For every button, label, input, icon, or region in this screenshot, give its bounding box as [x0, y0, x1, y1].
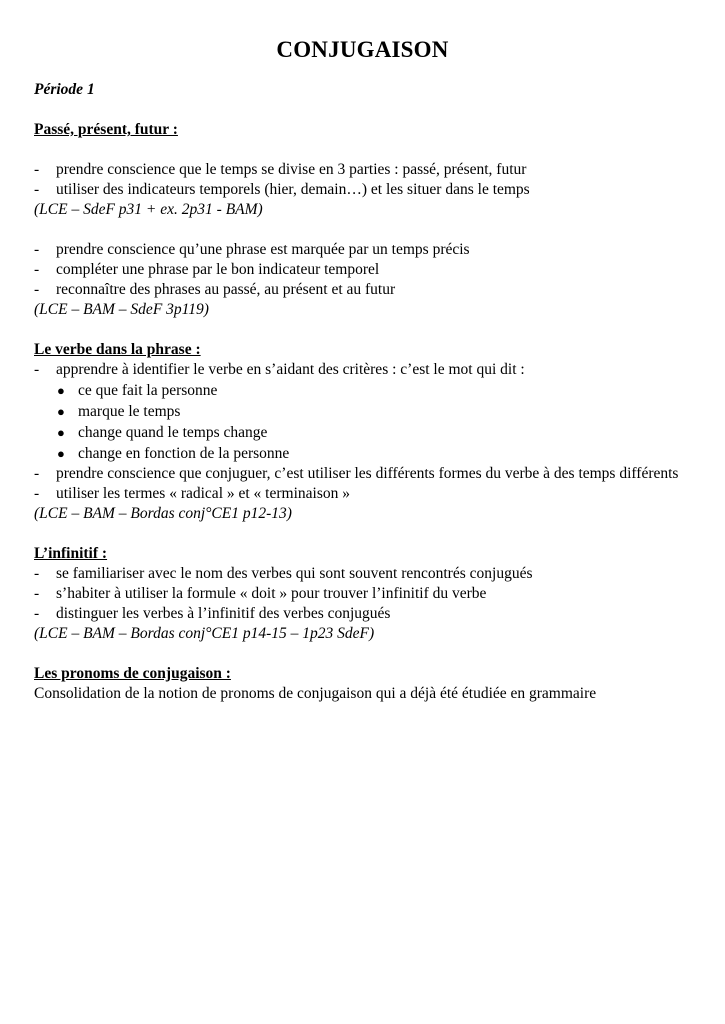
period-label: Période 1	[34, 81, 95, 98]
section-heading-infinitif: L’infinitif :	[34, 545, 108, 562]
bullet-item: ● ce que fait la personne	[57, 382, 218, 399]
list-item: - utiliser les termes « radical » et « terminaison »	[34, 485, 350, 502]
reference-note: (LCE – BAM – Bordas conj°CE1 p12-13)	[34, 505, 292, 522]
bullet-icon: ●	[57, 446, 65, 461]
page-title: CONJUGAISON	[276, 37, 449, 62]
dash-marker: -	[34, 605, 40, 622]
dash-marker: -	[34, 181, 40, 198]
bullet-icon: ●	[57, 383, 65, 398]
list-item: - apprendre à identifier le verbe en s’aidant des critères : c’est le mot qui dit :	[34, 361, 525, 378]
dash-marker: -	[34, 565, 40, 582]
bullet-item: ● change en fonction de la personne	[57, 445, 290, 462]
list-item: - prendre conscience qu’une phrase est marquée par un temps précis	[34, 241, 470, 258]
dash-marker: -	[34, 281, 40, 298]
document-body	[34, 80, 704, 704]
dash-marker: -	[34, 465, 40, 482]
spacer	[34, 100, 704, 120]
list-item: - s’habiter à utiliser la formule « doit » pour trouver l’infinitif du verbe	[34, 585, 487, 602]
dash-marker: -	[34, 361, 40, 378]
paragraph: Consolidation de la notion de pronoms de conjugaison qui a déjà été étudiée en grammaire	[34, 685, 597, 702]
list-item: - compléter une phrase par le bon indicateur temporel	[34, 261, 380, 278]
list-item: - utiliser des indicateurs temporels (hier, demain…) et les situer dans le temps	[34, 181, 530, 198]
spacer	[34, 220, 704, 240]
reference-note: (LCE – BAM – SdeF 3p119)	[34, 301, 209, 318]
dash-marker: -	[34, 261, 40, 278]
list-item: - prendre conscience que conjuguer, c’est utiliser les différents formes du verbe à des temps différents	[34, 465, 679, 482]
dash-marker: -	[34, 241, 40, 258]
dash-marker: -	[34, 585, 40, 602]
list-item: - distinguer les verbes à l’infinitif des verbes conjugués	[34, 605, 391, 622]
spacer	[34, 140, 704, 160]
section-heading-pronoms: Les pronoms de conjugaison :	[34, 665, 231, 682]
list-item: - prendre conscience que le temps se divise en 3 parties : passé, présent, futur	[34, 161, 527, 178]
list-item: - se familiariser avec le nom des verbes qui sont souvent rencontrés conjugués	[34, 565, 533, 582]
section-heading-passe: Passé, présent, futur :	[34, 121, 178, 138]
dash-marker: -	[34, 161, 40, 178]
reference-note: (LCE – SdeF p31 + ex. 2p31 - BAM)	[34, 201, 263, 218]
bullet-icon: ●	[57, 404, 65, 419]
spacer	[34, 644, 704, 664]
bullet-item: ● change quand le temps change	[57, 424, 268, 441]
bullet-icon: ●	[57, 425, 65, 440]
list-item: - reconnaître des phrases au passé, au présent et au futur	[34, 281, 396, 298]
spacer	[34, 524, 704, 544]
bullet-item: ● marque le temps	[57, 403, 181, 420]
dash-marker: -	[34, 485, 40, 502]
reference-note: (LCE – BAM – Bordas conj°CE1 p14-15 – 1p23 SdeF)	[34, 625, 375, 642]
section-heading-verbe: Le verbe dans la phrase :	[34, 341, 201, 358]
spacer	[34, 320, 704, 340]
